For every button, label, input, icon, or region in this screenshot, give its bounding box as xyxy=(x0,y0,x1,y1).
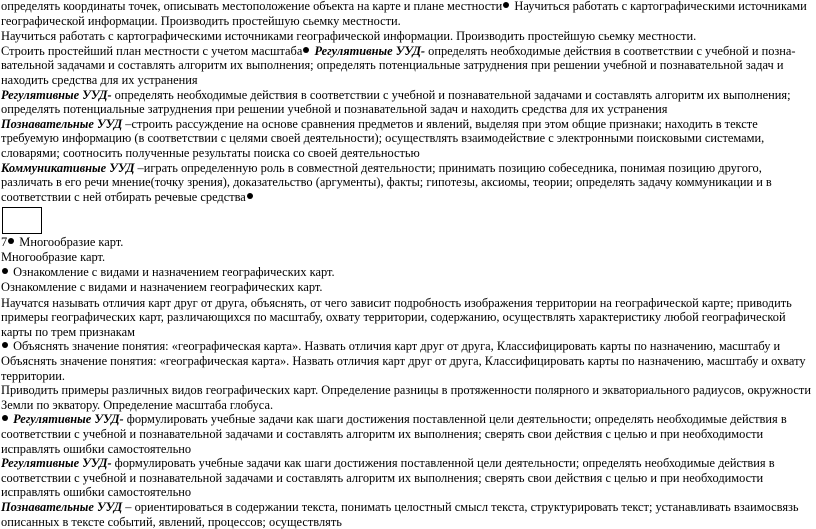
paragraph-cognitive xyxy=(1,117,813,161)
regulative-label: Регулятивные УУД- xyxy=(314,43,426,58)
lesson-number: 7 xyxy=(1,235,8,250)
regulative-text: определять необходимые действия в соответствии с учебной и познавательной задачами и составлять алгоритм их выполнения; определять потенциальные затруднения при решении учебной и познавательной задач и находить средства для их устранения xyxy=(1,87,791,117)
paragraph-goal-repeat: Ознакомление с видами и назначением географических карт. xyxy=(1,280,323,295)
plan-text: Строить простейший план местности с учетом масштаба xyxy=(1,43,303,58)
paragraph-regulative-2-repeat xyxy=(1,456,813,500)
bullet-icon xyxy=(303,47,309,53)
bullet-icon xyxy=(2,342,8,348)
paragraph-regulative-2 xyxy=(1,412,813,456)
regulative-label: Регулятивные УУД- xyxy=(13,412,124,427)
cognitive-label: Познавательные УУД xyxy=(1,116,123,131)
paragraph-regulative xyxy=(1,88,813,117)
paragraph-plan xyxy=(1,44,813,88)
bullet-icon xyxy=(247,193,253,199)
regulative-text: определять необходимые действия в соответствии с учебной и позна-вательной задачами и составлять алгоритм их выполнения; определять потенциальные затруднения при решении учебной и познавательной задач и находить средства для их устранения xyxy=(1,43,796,87)
regulative-text: формулировать учебные задачи как шаги достижения поставленной цели деятельности; определять необходимые действия в соответствии с учебной и познавательной задачами и составлять алгоритм их выполнения; сверять свои действия с целью и при необходимости исправлять ошибки самостоятельно xyxy=(1,412,787,456)
goal-text: Ознакомление с видами и назначением географических карт. xyxy=(10,264,335,279)
explain-text: Объяснять значение понятия: «географическая карта». Назвать отличия карт друг от друга, Классифицировать карты по назначению, масштабу и Объяснять значение понятия: «географическая карта». Назвать отличия карт друг от друга, Классифицировать карты по назначению, масштабу и охвату территории. xyxy=(1,339,806,383)
cognitive-text: –строить рассуждение на основе сравнения предметов и явлений, выделяя при этом общие признаки; находить в тексте требуемую информацию (в соответствии с целями своей деятельности); осуществлять взаимодействие с электронными поисковыми системами, словарями; соотносить полученные результаты поиска со своей деятельностью xyxy=(1,116,765,160)
cognitive-label: Познавательные УУД xyxy=(1,500,123,514)
bullet-icon xyxy=(8,238,14,244)
paragraph-examples: Приводить примеры различных видов географических карт. Определение разницы в протяженности полярного и экваториального радиусов, окружности Земли по экватору. Определение масштаба глобуса. xyxy=(1,383,811,412)
communicative-text: –играть определенную роль в совместной деятельности; принимать позицию собеседника, понимая позицию другого, различать в его речи мнение(точку зрения), доказательство (аргументы), факты; гипотезы, аксиомы, теории; определять задачу коммуникации и в соответствии с ней отбирать речевые средства xyxy=(1,160,772,204)
regulative-label: Регулятивные УУД- xyxy=(1,456,112,471)
paragraph-learn-maps: Научиться работать с картографическими источниками географической информации. Производить простейшую сьемку местности. xyxy=(1,29,697,44)
paragraph-learning-outcomes: Научатся называть отличия карт друг от друга, объяснять, от чего зависит подробность изображения территории на географической карте; приводить примеры географических карт, различающихся по масштабу, охвату территории, содержанию, осуществлять характеристику любой географической карты по трем признакам xyxy=(1,295,792,339)
paragraph-lesson-title xyxy=(1,235,813,250)
bullet-icon xyxy=(2,415,8,421)
bullet-icon xyxy=(503,2,509,8)
cognitive-text: – ориентироваться в содержании текста, понимать целостный смысл текста, структурировать текст; устанавливать взаимосвязь описанных в тексте событий, явлений, процессов; осуществлять xyxy=(1,500,799,529)
paragraph-explain xyxy=(1,339,813,383)
bullet-icon xyxy=(2,268,8,274)
lesson-title: Многообразие карт. xyxy=(16,235,124,250)
communicative-label: Коммуникативные УУД xyxy=(1,160,135,175)
regulative-text: формулировать учебные задачи как шаги достижения поставленной цели деятельности; определять необходимые действия в соответствии с учебной и познавательной задачами и составлять алгоритм их выполнения; сверять свои действия с целью и при необходимости исправлять ошибки самостоятельно xyxy=(1,456,775,500)
regulative-label: Регулятивные УУД- xyxy=(1,87,112,102)
learn-maps-text: Научиться работать с картографическими источниками географической информации. Производить простейшую сьемку местности. xyxy=(1,0,807,28)
paragraph-coordinates xyxy=(1,0,813,28)
paragraph-goal xyxy=(1,265,813,280)
empty-table-cell xyxy=(2,207,42,234)
paragraph-lesson-title-repeat: Многообразие карт. xyxy=(1,249,106,264)
coordinates-text: определять координаты точек, описывать местоположение объекта на карте и плане местности xyxy=(1,0,503,13)
document-body xyxy=(1,0,813,529)
paragraph-communicative xyxy=(1,161,813,205)
